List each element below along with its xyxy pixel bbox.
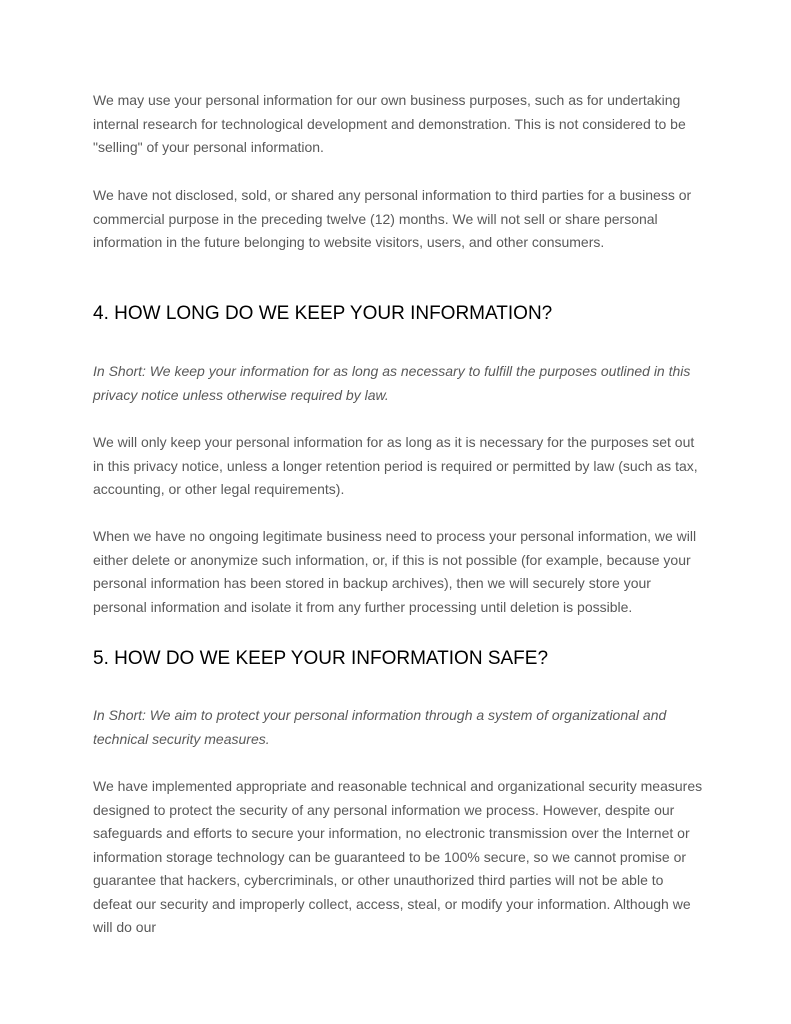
section-5-paragraph-security: We have implemented appropriate and reasonable technical and organizational security measures designed to protect the security of any personal information we process. However, despite our safeguards and efforts to secure your information, no electronic transmission over the Internet or information storage technology can be guaranteed to be 100% secure, so we cannot promise or guarantee that hackers, cybercriminals, or other unauthorized third parties will not be able to defeat our security and improperly collect, access, steal, or modify your information. Although we will do our	[93, 778, 703, 935]
section-4-paragraph-retention: We will only keep your personal information for as long as it is necessary for the purposes set out in this privacy notice, unless a longer retention period is required or permitted by law (such as tax, accounting, or other legal requirements).	[93, 434, 698, 497]
section-5-heading: 5. HOW DO WE KEEP YOUR INFORMATION SAFE?	[93, 648, 549, 669]
section-5-in-short: In Short: We aim to protect your personal information through a system of organizational and technical security measures.	[93, 707, 667, 747]
section-4-heading: 4. HOW LONG DO WE KEEP YOUR INFORMATION?	[93, 303, 553, 324]
intro-paragraph-business-purposes: We may use your personal information for our own business purposes, such as for undertaking internal research for technological development and demonstration. This is not considered to be "selling" of your personal information.	[93, 92, 686, 155]
section-4-paragraph-deletion: When we have no ongoing legitimate business need to process your personal information, we will either delete or anonymize such information, or, if this is not possible (for example, because your personal information has been stored in backup archives), then we will securely store your personal information and isolate it from any further processing until deletion is possible.	[93, 528, 697, 615]
intro-paragraph-not-sold: We have not disclosed, sold, or shared any personal information to third parties for a business or commercial purpose in the preceding twelve (12) months. We will not sell or share personal information in the future belonging to website visitors, users, and other consumers.	[93, 187, 692, 250]
section-4-in-short: In Short: We keep your information for as long as necessary to fulfill the purposes outlined in this privacy notice unless otherwise required by law.	[93, 363, 691, 403]
